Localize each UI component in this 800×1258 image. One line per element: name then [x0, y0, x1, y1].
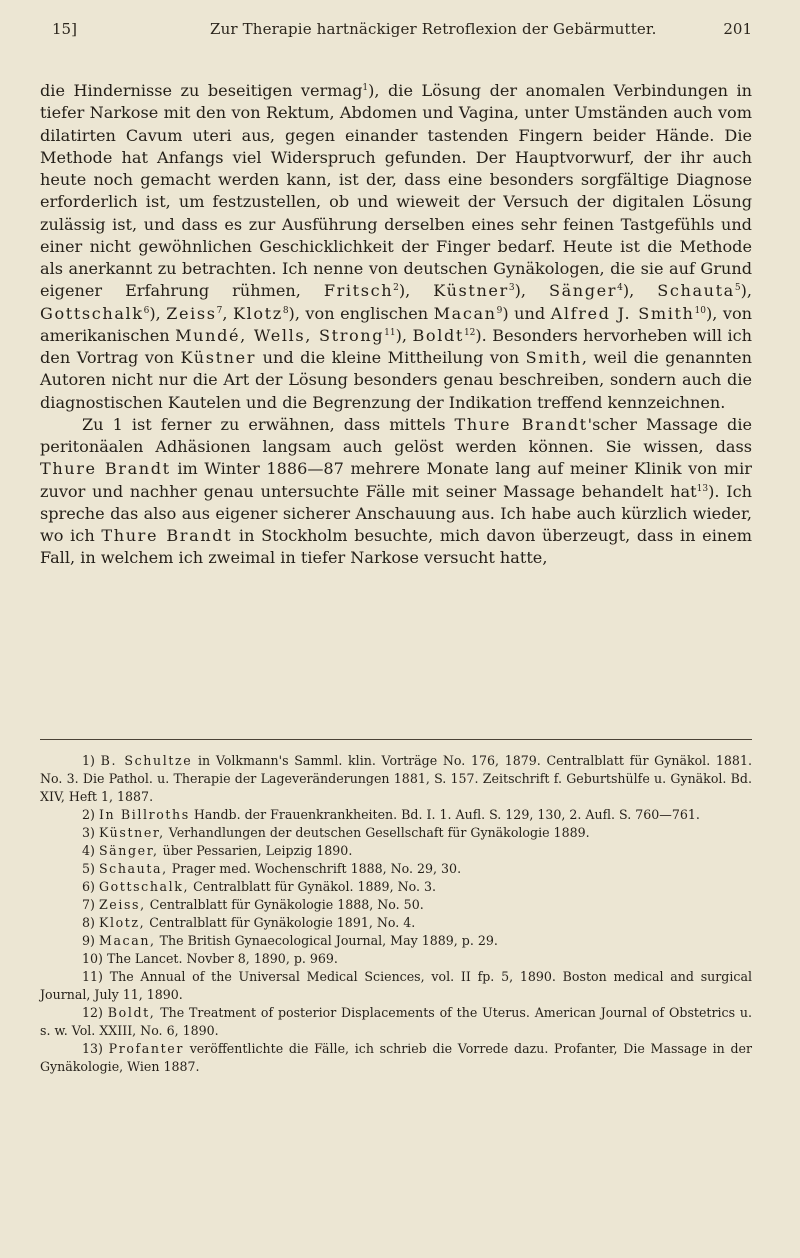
- text-run: Zu 1 ist ferner zu erwähnen, dass mittels: [82, 414, 446, 434]
- text-run: ), von amerikanischen: [40, 303, 752, 345]
- footnote: 13) Profanter veröffentlichte die Fälle, ich schrieb die Vorrede dazu. Profanter, Die Massage in der Gynäkologie, Wien 1887.: [40, 1041, 752, 1074]
- footnote-ref: 1: [362, 83, 369, 93]
- running-header: [40, 14, 752, 44]
- author-name: Sänger: [548, 281, 618, 301]
- footnote-divider: [40, 739, 752, 740]
- footnote: 3) Küstner, Verhandlungen der deutschen Gesellschaft für Gynäkologie 1889.: [82, 825, 590, 840]
- footnote: 10) The Lancet. Novber 8, 1890, p. 969.: [82, 951, 338, 966]
- author-name: Macan: [433, 303, 497, 323]
- author-name: Thure Brandt: [101, 526, 233, 545]
- footnote-ref: 4: [617, 283, 623, 294]
- text-run: ),: [149, 303, 161, 323]
- author-name: Smith: [525, 348, 582, 367]
- footnote: 6) Gottschalk, Centralblatt für Gynäkol. 1889, No. 3.: [82, 879, 436, 894]
- footnote: 12) Boldt, The Treatment of posterior Displacements of the Uterus. American Journal of Obstetrics u. s. w. Vol. XXIII, No. 6, 1890.: [40, 1005, 752, 1038]
- footnote-ref: 11: [384, 327, 396, 338]
- footnote-ref: 7: [216, 305, 223, 316]
- author-name: Küstner: [433, 281, 509, 301]
- author-name: Zeiss: [166, 303, 217, 323]
- text-run: ), von englischen: [288, 303, 429, 323]
- paragraph-2: [40, 414, 752, 570]
- footnote-ref: 5: [734, 283, 741, 294]
- author-name: Thure Brandt: [40, 459, 171, 479]
- footnote-ref: 3: [508, 283, 515, 294]
- author-name: Klotz: [233, 303, 283, 323]
- main-text: [40, 80, 752, 570]
- text-run: ),: [740, 281, 753, 301]
- text-run: ),: [514, 281, 526, 301]
- text-run: , weil die genannten Autoren nicht nur die Art der Lösung besonders genau beschreiben, sondern auch die diagnostischen Kautelen und die Begrenzung der Indikation treffend kennzeichnen.: [40, 348, 753, 412]
- author-name: Gottschalk: [40, 303, 144, 323]
- text-run: 'scher Massage die peritonäalen Adhäsionen langsam auch gelöst werden können. Sie wissen, dass: [40, 414, 752, 456]
- footnote-ref: 9: [496, 305, 503, 316]
- author-name: Mundé, Wells, Strong: [175, 325, 385, 345]
- footnote-ref: 12: [463, 327, 476, 338]
- footnote: 4) Sänger, über Pessarien, Leipzig 1890.: [82, 843, 353, 858]
- running-title: Zur Therapie hartnäckiger Retroflexion der Gebärmutter.: [210, 20, 657, 38]
- text-run: ) und: [502, 303, 546, 323]
- footnote-ref: 8: [282, 305, 289, 316]
- author-name: Thure Brandt: [454, 414, 588, 434]
- author-name: Boldt: [412, 325, 464, 345]
- footnote: 9) Macan, The British Gynaecological Journal, May 1889, p. 29.: [82, 933, 498, 948]
- author-name: Küstner: [180, 348, 257, 367]
- footnote-ref: 13: [696, 483, 709, 494]
- author-name: Schauta: [657, 281, 735, 301]
- footnote: 8) Klotz, Centralblatt für Gynäkologie 1891, No. 4.: [82, 915, 416, 930]
- text-run: die Hindernisse zu beseitigen vermag: [40, 81, 363, 100]
- section-number: 15]: [52, 20, 77, 38]
- text-run: und die kleine Mittheilung von: [262, 348, 520, 367]
- footnote: 2) In Billroths Handb. der Frauenkrankheiten. Bd. I. 1. Aufl. S. 129, 130, 2. Aufl. S. 760—761.: [82, 807, 700, 822]
- text-run: im Winter 1886—87 mehrere Monate lang auf meiner Klinik von mir zuvor und nachher genau untersuchte Fälle mit seiner Massage behandelt hat: [40, 459, 752, 501]
- text-run: ). Besonders hervorheben will ich den Vortrag von: [40, 325, 752, 367]
- footnote: 1) B. Schultze in Volkmann's Samml. klin. Vorträge No. 176, 1879. Centralblatt für Gynäkol. 1881. No. 3. Die Pathol. u. Therapie der Lageveränderungen 1881, S. 157. Zeitschrift f. Geburtshülfe u. Gynäkol. Bd. XIV, Heft 1, 1887.: [40, 753, 752, 804]
- text-run: ), die Lösung der anomalen Verbindungen in tiefer Narkose mit den von Rektum, Abdomen und Vagina, unter Umständen auch vom dilatirten Cavum uteri aus, gegen einander tastenden Fingern beider Hände. Die Methode hat Anfangs viel Widerspruch gefunden. Der Hauptvorwurf, der ihr auch heute noch gemacht werden kann, ist der, dass eine besonders sorgfältige Diagnose erforderlich ist, um festzustellen, ob und wieweit der Versuch der digitalen Lösung zulässig ist, und dass es zur Ausführung derselben eines sehr feinen Tastgefühls und einer nicht gewöhnlichen Geschicklichkeit der Finger bedarf. Heute ist die Methode als anerkannt zu betrachten. Ich nenne von deutschen Gynäkologen, die sie auf Grund eigener Erfahrung rühmen,: [40, 81, 752, 301]
- footnotes: [40, 752, 752, 1076]
- text-run: ),: [395, 325, 408, 345]
- text-run: in Stockholm besuchte, mich davon überzeugt, dass in einem Fall, in welchem ich zweimal in tiefer Narkose versucht hatte,: [40, 526, 753, 568]
- author-name: Fritsch: [323, 281, 394, 301]
- text-run: ),: [622, 281, 635, 301]
- text-run: ). Ich spreche das also aus eigener sicherer Anschauung aus. Ich habe auch kürzlich wieder, wo ich: [40, 481, 752, 545]
- footnote-ref: 2: [393, 283, 399, 294]
- footnote: 11) The Annual of the Universal Medical Sciences, vol. II fp. 5, 1890. Boston medical and surgical Journal, July 11, 1890.: [40, 969, 752, 1002]
- author-name: Alfred J. Smith: [550, 303, 695, 323]
- paragraph-1: [40, 80, 752, 414]
- footnote: 5) Schauta, Prager med. Wochenschrift 1888, No. 29, 30.: [82, 861, 462, 876]
- footnote-ref: 10: [694, 305, 706, 316]
- text-run: ),: [398, 281, 411, 301]
- footnote-ref: 6: [143, 305, 150, 316]
- page-number: 201: [723, 20, 752, 38]
- text-run: ,: [222, 303, 228, 323]
- footnote: 7) Zeiss, Centralblatt für Gynäkologie 1888, No. 50.: [82, 897, 424, 912]
